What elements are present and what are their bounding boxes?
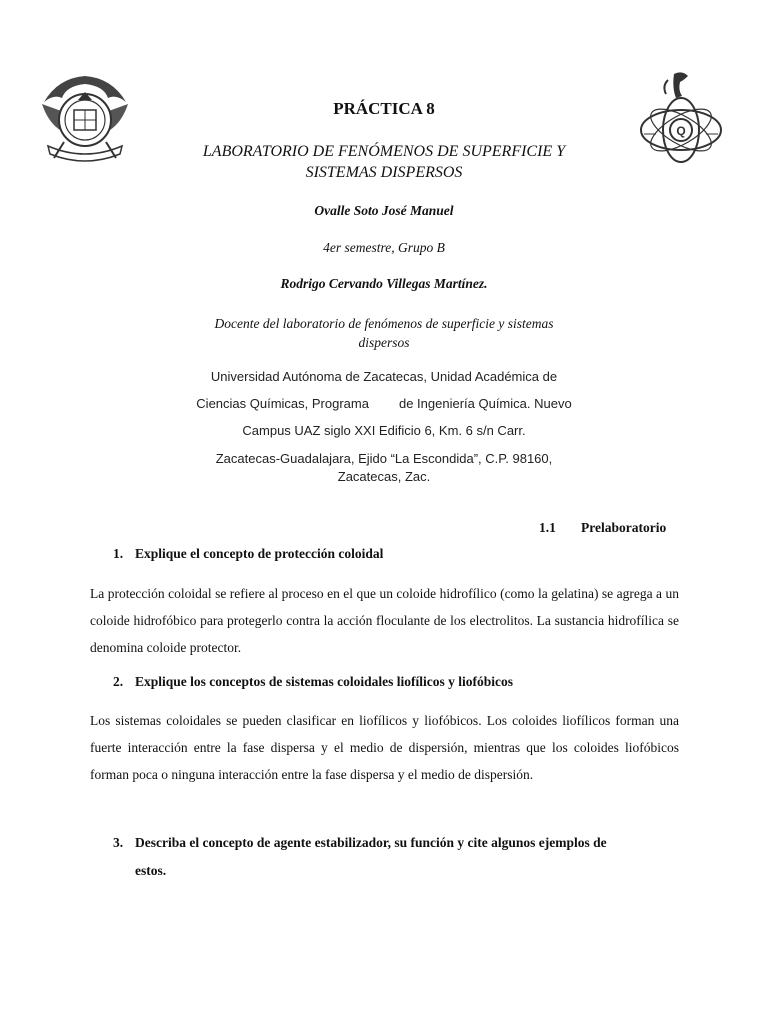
- question-2: [113, 674, 513, 690]
- section-heading: [539, 520, 666, 536]
- practice-title: PRÁCTICA 8: [333, 99, 435, 118]
- semester-group: 4er semestre, Grupo B: [323, 240, 445, 255]
- svg-text:Q: Q: [676, 124, 686, 138]
- question-3: [113, 829, 679, 885]
- section-title: Prelaboratorio: [581, 520, 667, 535]
- teacher-role-line-2: dispersos: [358, 335, 410, 350]
- answer-2: Los sistemas coloidales se pueden clasificar en liofílicos y liofóbicos. Los coloides liofílicos forman una fuerte interacción entre la fase dispersa y el medio de dispersión, mientras que los coloides liofóbicos forman poca o ninguna interacción entre la fase dispersa y el medio de dispersión.: [90, 713, 679, 782]
- question-text: Explique el concepto de protección coloidal: [135, 546, 384, 561]
- lab-subtitle: [150, 141, 618, 183]
- question-number: 2.: [113, 674, 124, 689]
- question-text-line-1: Describa el concepto de agente estabilizador, su función y cite algunos ejemplos de: [135, 835, 607, 850]
- teacher-role-line-1: Docente del laboratorio de fenómenos de superficie y sistemas: [214, 316, 554, 331]
- address-line-2a: Ciencias Químicas, Programa: [196, 396, 369, 411]
- university-seal-icon: [38, 72, 132, 162]
- question-text: Explique los conceptos de sistemas coloidales liofílicos y liofóbicos: [135, 674, 514, 689]
- address-line-3: Campus UAZ siglo XXI Edificio 6, Km. 6 s/n Carr.: [242, 423, 526, 438]
- lab-subtitle-line-1: LABORATORIO DE FENÓMENOS DE SUPERFICIE Y: [202, 143, 566, 160]
- section-number: 1.1: [539, 520, 556, 535]
- address-line-4: [160, 450, 608, 486]
- question-1: [113, 546, 383, 562]
- question-number: 1.: [113, 546, 124, 561]
- author-name: Ovalle Soto José Manuel: [314, 203, 454, 218]
- chemistry-faculty-logo-icon: [638, 70, 724, 166]
- address-line-4-text: Zacatecas-Guadalajara, Ejido “La Escondida”, C.P. 98160,: [215, 451, 553, 466]
- lab-subtitle-line-2: SISTEMAS DISPERSOS: [305, 164, 463, 181]
- question-text-line-2: estos.: [135, 863, 167, 878]
- answer-1: La protección coloidal se refiere al proceso en el que un coloide hidrofílico (como la gelatina) se agrega a un coloide hidrofóbico para protegerlo contra la acción floculante de los electrolitos. La sustancia hidrofílica se denomina coloide protector.: [90, 586, 679, 655]
- address-line-1: Universidad Autónoma de Zacatecas, Unidad Académica de: [210, 369, 558, 384]
- teacher-name: Rodrigo Cervando Villegas Martínez.: [280, 276, 488, 291]
- teacher-role: [150, 314, 618, 352]
- question-number: 3.: [113, 835, 124, 850]
- address-line-5-text: Zacatecas, Zac.: [337, 469, 431, 484]
- address-line-2b: de Ingeniería Química. Nuevo: [398, 396, 572, 411]
- address-line-2: [160, 396, 608, 411]
